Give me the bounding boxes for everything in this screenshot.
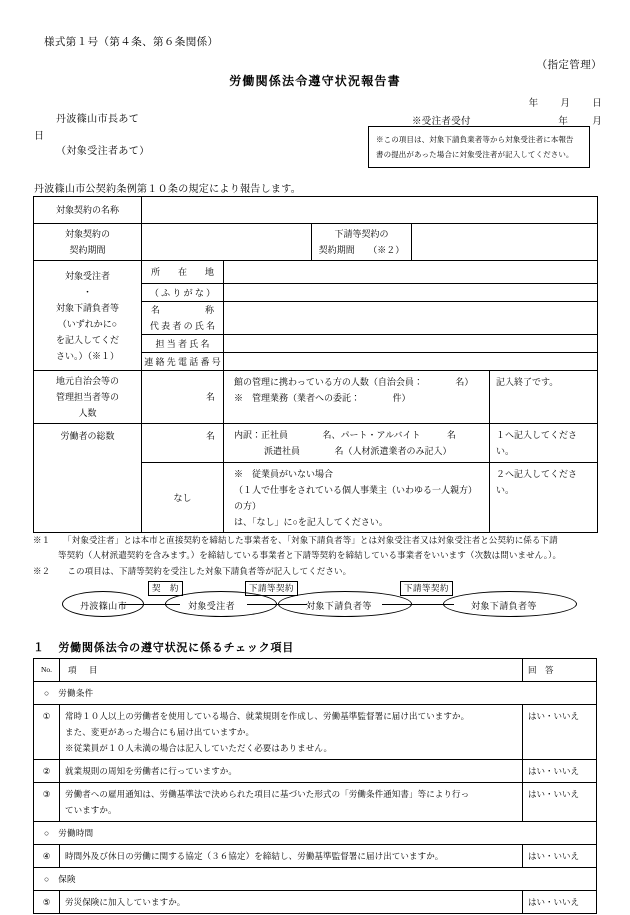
item-text-2: 就業規則の周知を労働者に行っていますか。 [60, 760, 523, 783]
item-number-1: ① [34, 705, 60, 760]
chain-label-contract: 契 約 [148, 581, 183, 596]
name-rep-input[interactable] [224, 302, 598, 335]
compliance-checklist-table [33, 658, 597, 914]
checklist-header-row [34, 659, 597, 682]
item-1-line3: ※従業員が１０人未満の場合は記入していただく必要はありません。 [65, 743, 333, 753]
local-assoc-label-line3: 人数 [78, 408, 97, 418]
worker-total-count-input[interactable] [142, 424, 224, 463]
party-type-label [34, 261, 142, 371]
column-header-answer: 回 答 [523, 659, 597, 682]
no-worker-note-line2: い。 [496, 485, 515, 495]
chain-node-contractor-label: 対象受注者 [188, 601, 236, 611]
worker-desc-dispatch-unit: 名（人材派遣業者のみ記入） [334, 446, 452, 456]
answer-choice-3[interactable]: はい・いいえ [523, 783, 597, 822]
column-header-item: 項 目 [60, 659, 523, 682]
local-desc-line1-unit: 名） [455, 377, 474, 387]
party-label-line5: を記入してくだ [55, 334, 119, 345]
item-text-5: 労災保険に加入していますか。 [60, 891, 523, 914]
receipt-date-line [558, 113, 602, 127]
field-label-phone: 連 絡 先 電 話 番 号 [142, 353, 224, 371]
chain-label-subcontract-2: 下請等契約 [400, 581, 453, 596]
checklist-category-row [34, 682, 597, 705]
table-row [34, 261, 598, 284]
table-row [34, 224, 598, 261]
section-1-title [33, 639, 294, 655]
worker-breakdown-description [224, 424, 490, 463]
local-assoc-unit: 名 [205, 392, 215, 402]
chain-node-subcontractor2-label: 対象下請負者等 [471, 601, 537, 611]
worker-total-unit: 名 [205, 431, 215, 441]
no-worker-description [224, 463, 490, 533]
no-worker-desc-line1: ※ 従業員がいない場合 [234, 469, 334, 479]
submission-date-line [529, 95, 602, 109]
item-text-3 [60, 783, 523, 822]
no-worker-desc-line2: （１人で仕事をされている個人事業主（いわゆる一人親方）の方） [234, 485, 478, 511]
table-row [34, 783, 597, 822]
column-header-no: No. [34, 659, 60, 682]
contract-name-input[interactable] [142, 197, 598, 224]
item-1-line1: 常時１０人以上の労働者を使用している場合、就業規則を作成し、労働基準監督署に届け出ていますか。 [65, 711, 470, 721]
date-day-label: 日 [592, 99, 602, 109]
category-working-hours: ○ 労働時間 [34, 822, 597, 845]
worker-desc-parttime: 名、パート・アルバイト [322, 430, 421, 440]
category-working-conditions: ○ 労働条件 [34, 682, 597, 705]
sub-contract-period-label [312, 224, 412, 261]
chain-node-city-label: 丹波篠山市 [80, 601, 128, 611]
worker-desc-line1 [228, 427, 485, 443]
contract-chain-diagram [0, 578, 630, 622]
party-label-line4: （いずれかに○ [57, 318, 118, 329]
item-number-3: ③ [34, 783, 60, 822]
local-assoc-description [224, 371, 490, 424]
receipt-year-label: 年 [558, 117, 569, 127]
footnote-1-line2: 等契約（人材派遣契約を含みます。）を締結している事業者と下請等契約を締結している事業者をいいます（次数は問いません。）。 [58, 550, 562, 560]
receipt-month-label: 月 [592, 117, 602, 127]
worker-total-label: 労働者の総数 [34, 424, 142, 533]
sub-contract-period-input[interactable] [412, 224, 598, 261]
item-number-5: ⑤ [34, 891, 60, 914]
sub-period-label-line1: 下請等契約の [334, 229, 389, 239]
local-assoc-label-line1: 地元自治会等の [55, 376, 119, 386]
table-row [34, 845, 597, 868]
item-number-4: ④ [34, 845, 60, 868]
field-label-name-and-rep [142, 302, 224, 335]
intro-sentence: 丹波篠山市公契約条例第１０条の規定により報告します。 [34, 184, 301, 195]
contract-name-label: 対象契約の名称 [34, 197, 142, 224]
local-desc-line1 [228, 374, 485, 390]
form-number: 様式第１号（第４条、第６条関係） [44, 37, 219, 48]
footnote-2-line1: ※２ この項目は、下請等契約を受注した対象下請負者等が記入してください。 [33, 566, 352, 576]
page-title: 労働関係法令遵守状況報告書 [229, 74, 401, 88]
date-month-label: 月 [560, 99, 571, 109]
table-row [34, 760, 597, 783]
worker-desc-dispatch: 派遣社員 [264, 446, 301, 456]
furigana-input[interactable] [224, 284, 598, 302]
contract-info-table [33, 196, 598, 533]
field-label-contact-person: 担 当 者 氏 名 [142, 335, 224, 353]
date-year-label: 年 [528, 99, 539, 109]
no-worker-note-line1: ２へ記入してくださ [496, 469, 578, 479]
chain-node-subcontractor1-label: 対象下請負者等 [306, 601, 372, 611]
section-1-heading: 労働関係法令の遵守状況に係るチェック項目 [58, 642, 295, 654]
contract-period-input[interactable] [142, 224, 312, 261]
receipt-note-line1: ※この項目は、対象下請負業者等から対象受注者に本報告 [376, 135, 574, 144]
worker-desc-parttime-unit: 名 [447, 430, 457, 440]
contract-period-label [34, 224, 142, 261]
day-marker: 日 [34, 131, 44, 142]
contract-period-label-line2: 契約期間 [69, 245, 106, 255]
field-label-representative: 代 表 者 の 氏 名 [149, 321, 216, 331]
local-desc-line1-text: 館の管理に携わっている方の人数（自治会員： [234, 377, 423, 387]
party-label-line6: さい。）（※１） [55, 350, 119, 361]
section-1-number: １ [33, 642, 45, 654]
sub-period-label-line2: 契約期間 （※２） [318, 245, 405, 255]
contract-period-label-line1: 対象契約の [64, 229, 110, 239]
footnote-1-line1: ※１ 「対象受注者」とは本市と直接契約を締結した事業者を、「対象下請負者等」とは対象受注者又は対象受注者と公契約に係る下請 [33, 535, 558, 545]
table-row [34, 197, 598, 224]
checklist-category-row [34, 868, 597, 891]
no-worker-desc-line3: は、「なし」に○を記入してください。 [234, 517, 388, 527]
field-label-name: 名 称 [150, 305, 214, 315]
party-label-line1: 対象受注者 [64, 270, 110, 281]
table-row [34, 705, 597, 760]
addressee-contractor: （対象受注者あて） [56, 146, 150, 157]
designation-label: （指定管理） [536, 60, 602, 71]
item-text-4: 時間外及び休日の労働に関する協定（３６協定）を締結し、労働基準監督署に届け出ていますか。 [60, 845, 523, 868]
answer-choice-5[interactable]: はい・いいえ [523, 891, 597, 914]
addressee-mayor: 丹波篠山市長あて [56, 114, 140, 125]
item-3-line1: 労働者への雇用通知は、労働基準法で決められた項目に基づいた形式の「労働条件通知書」等により行っ [65, 789, 470, 799]
worker-desc-regular: 内訳：正社員 [234, 430, 289, 440]
local-desc-line2-unit: 件） [392, 393, 411, 403]
category-insurance: ○ 保険 [34, 868, 597, 891]
worker-desc-line2 [228, 443, 485, 459]
worker-total-note [490, 424, 598, 463]
field-label-address: 所 在 地 [142, 261, 224, 284]
receipt-note-box [368, 126, 590, 168]
local-desc-line2 [228, 390, 485, 406]
receipt-note-line2: 書の提出があった場合に対象受注者が記入してください。 [376, 150, 574, 159]
chain-label-subcontract-1: 下請等契約 [245, 581, 298, 596]
answer-choice-4[interactable]: はい・いいえ [523, 845, 597, 868]
address-input[interactable] [224, 261, 598, 284]
field-label-furigana: （ ふ り が な ） [142, 284, 224, 302]
item-number-2: ② [34, 760, 60, 783]
table-row [34, 424, 598, 463]
local-assoc-count-input[interactable] [142, 371, 224, 424]
worker-note-line2: い。 [496, 446, 515, 456]
local-assoc-label [34, 371, 142, 424]
answer-choice-1[interactable]: はい・いいえ [523, 705, 597, 760]
item-text-1 [60, 705, 523, 760]
party-label-line2: ・ [82, 286, 92, 297]
table-row [34, 371, 598, 424]
party-label-line3: 対象下請負者等 [55, 302, 119, 313]
local-desc-line2-text: ※ 管理業務（業者への委託： [234, 393, 361, 403]
answer-choice-2[interactable]: はい・いいえ [523, 760, 597, 783]
phone-input[interactable] [224, 353, 598, 371]
no-worker-note [490, 463, 598, 533]
worker-note-line1: １へ記入してくださ [496, 430, 578, 440]
item-1-line2: また、変更があった場合にも届け出ていますか。 [65, 727, 255, 737]
item-3-line2: ていますか。 [65, 805, 117, 815]
contact-person-input[interactable] [224, 335, 598, 353]
local-assoc-label-line2: 管理担当者等の [55, 392, 119, 402]
table-row [34, 891, 597, 914]
local-assoc-note: 記入終了です。 [490, 371, 598, 424]
no-worker-option[interactable]: なし [142, 463, 224, 533]
receipt-label: ※受注者受付 [412, 117, 471, 127]
checklist-category-row [34, 822, 597, 845]
